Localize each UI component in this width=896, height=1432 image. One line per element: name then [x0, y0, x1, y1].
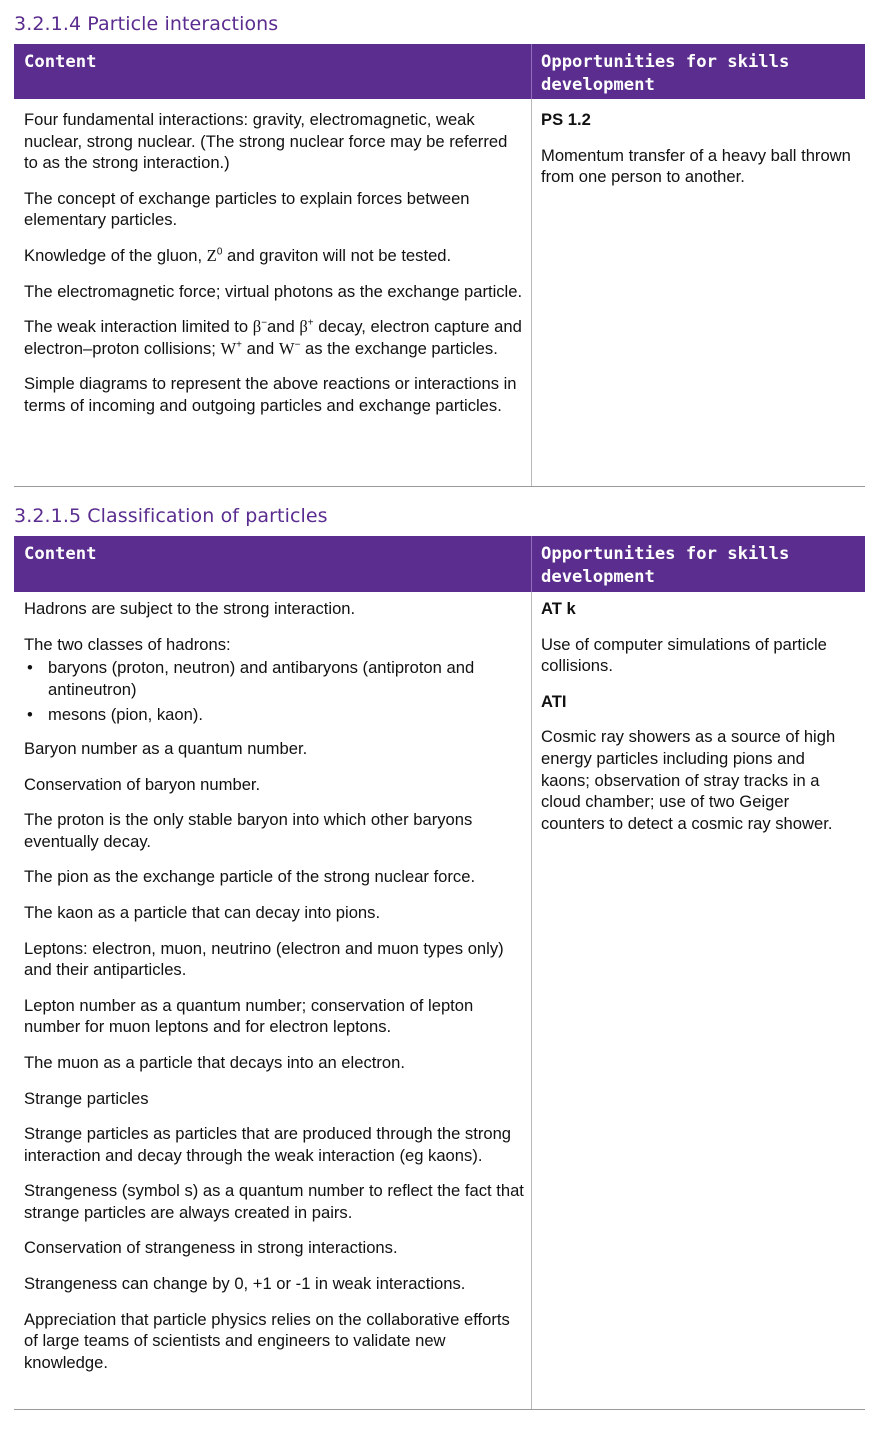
- header-skills: Opportunities for skills development: [541, 544, 790, 587]
- skills-code: PS 1.2: [541, 110, 591, 129]
- superscript: +: [236, 339, 242, 351]
- skills-text: Momentum transfer of a heavy ball thrown from one person to another.: [541, 145, 851, 187]
- spec-table: [14, 44, 865, 487]
- column-divider: [531, 99, 532, 486]
- skills-column: [541, 109, 851, 202]
- content-paragraph: Lepton number as a quantum number; conservation of lepton number for muon leptons and for electron leptons.: [24, 995, 474, 1037]
- bullet-icon: •: [27, 705, 33, 725]
- text-fragment: decay, electron capture and electron–proton collisions;: [24, 317, 522, 358]
- header-content: Content: [24, 544, 97, 564]
- text-fragment: and graviton will not be tested.: [222, 245, 452, 265]
- content-paragraph: Conservation of strangeness in strong interactions.: [24, 1238, 398, 1258]
- content-paragraph: Four fundamental interactions: gravity, electromagnetic, weak nuclear, strong nuclear. (The strong nuclear force may be referred to as the strong interaction.): [24, 110, 508, 173]
- skills-code: AT k: [541, 599, 576, 618]
- skills-code: ATI: [541, 691, 567, 711]
- header-skills: Opportunities for skills development: [541, 52, 790, 95]
- content-paragraph: [24, 316, 524, 359]
- content-paragraph: Baryon number as a quantum number.: [24, 738, 308, 758]
- content-paragraph: Simple diagrams to represent the above reactions or interactions in terms of incoming and outgoing particles and exchange particles.: [24, 374, 517, 415]
- column-divider: [531, 592, 532, 1409]
- skills-text: Cosmic ray showers as a source of high energy particles including pions and kaons; observation of stray tracks in a cloud chamber; use of two Geiger counters to detect a cosmic ray shower.: [541, 727, 836, 833]
- w-boson-symbol: W: [220, 338, 237, 358]
- list-item: [24, 704, 524, 726]
- content-column: [24, 598, 524, 1387]
- table-header: [14, 44, 865, 99]
- content-paragraph: The pion as the exchange particle of the strong nuclear force.: [24, 867, 476, 887]
- beta-symbol: β: [252, 317, 262, 337]
- content-paragraph: Appreciation that particle physics relies on the collaborative efforts of large teams of scientists and engineers to validate new knowledge.: [24, 1309, 510, 1372]
- content-paragraph: The muon as a particle that decays into an electron.: [24, 1052, 405, 1072]
- section-title: 3.2.1.4 Particle interactions: [14, 13, 279, 35]
- text-fragment: Knowledge of the gluon,: [24, 245, 207, 265]
- z-boson-symbol: Z: [206, 245, 217, 265]
- content-paragraph: Leptons: electron, muon, neutrino (electron and muon types only) and their antiparticles.: [24, 938, 504, 980]
- superscript: −: [294, 339, 301, 351]
- header-divider: [531, 536, 532, 592]
- text-fragment: as the exchange particles.: [300, 338, 498, 358]
- list-item-text: mesons (pion, kaon).: [48, 705, 203, 725]
- content-paragraph: The proton is the only stable baryon into which other baryons eventually decay.: [24, 810, 473, 851]
- header-divider: [531, 44, 532, 99]
- content-paragraph: Strangeness can change by 0, +1 or -1 in weak interactions.: [24, 1274, 466, 1294]
- spec-table: [14, 536, 865, 1410]
- table-header: [14, 536, 865, 592]
- skills-column: [541, 598, 851, 848]
- content-column: [24, 109, 524, 431]
- beta-symbol: β: [299, 317, 308, 337]
- w-boson-symbol: W: [278, 338, 295, 358]
- header-content: Content: [24, 52, 97, 72]
- content-paragraph: The kaon as a particle that can decay into pions.: [24, 902, 381, 922]
- text-fragment: The weak interaction limited to: [24, 317, 253, 337]
- content-paragraph: The electromagnetic force; virtual photons as the exchange particle.: [24, 281, 523, 301]
- content-paragraph: The concept of exchange particles to explain forces between elementary particles.: [24, 188, 470, 230]
- section-title: 3.2.1.5 Classification of particles: [14, 505, 328, 527]
- content-paragraph: The two classes of hadrons:: [24, 634, 231, 654]
- content-paragraph: Conservation of baryon number.: [24, 774, 261, 794]
- content-paragraph: Strange particles as particles that are produced through the strong interaction and decay through the weak interaction (eg kaons).: [24, 1124, 512, 1165]
- superscript: −: [261, 317, 268, 329]
- content-paragraph: Strange particles: [24, 1088, 149, 1108]
- content-paragraph: Strangeness (symbol s) as a quantum number to reflect the fact that strange particles are always created in pairs.: [24, 1181, 524, 1222]
- bullet-icon: •: [27, 658, 33, 678]
- table-body: [14, 99, 865, 486]
- list-item-text: baryons (proton, neutron) and antibaryons (antiproton and antineutron): [48, 658, 475, 699]
- list-item: [24, 657, 524, 700]
- superscript: +: [307, 317, 314, 329]
- content-paragraph: Hadrons are subject to the strong interaction.: [24, 599, 356, 618]
- text-fragment: and: [241, 338, 279, 358]
- table-body: [14, 592, 865, 1409]
- superscript: 0: [216, 246, 223, 258]
- hadron-class-list: [24, 657, 524, 726]
- content-paragraph: [24, 245, 524, 267]
- skills-text: Use of computer simulations of particle collisions.: [541, 634, 827, 676]
- text-fragment: and: [267, 317, 300, 337]
